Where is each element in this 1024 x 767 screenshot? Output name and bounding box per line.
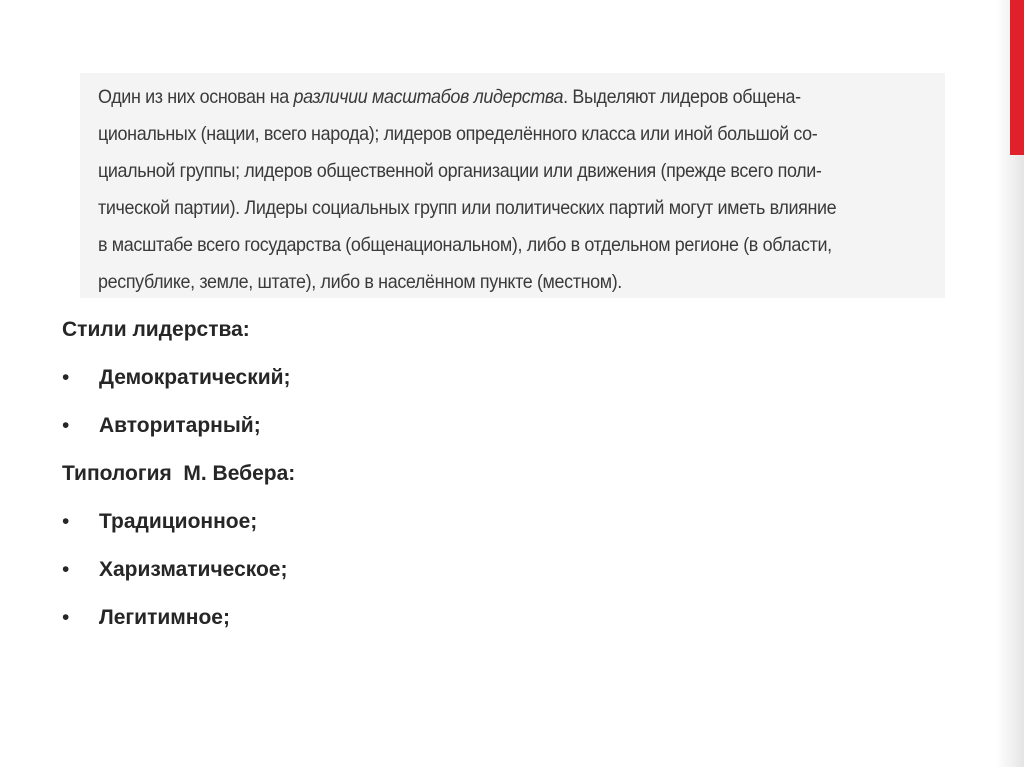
list-item	[62, 414, 762, 462]
scan-line-2: циональных (нации, всего народа); лидеров определённого класса или иной большой со-	[98, 123, 818, 145]
list-item-label: Харизматическое;	[99, 558, 288, 581]
list-item-label: Легитимное;	[99, 606, 230, 629]
scan-line-3: циальной группы; лидеров общественной организации или движения (прежде всего поли-	[98, 160, 822, 182]
list-item	[62, 558, 762, 606]
bullet-icon: •	[62, 414, 70, 437]
red-accent-bar	[1010, 0, 1024, 155]
scan-line-1-emphasis: различии масштабов лидерства	[293, 86, 564, 108]
weber-heading: Типология М. Вебера:	[62, 462, 296, 485]
bullet-icon: •	[62, 366, 70, 389]
list-item	[62, 606, 762, 654]
styles-heading: Стили лидерства:	[62, 318, 250, 341]
bullet-icon: •	[62, 606, 70, 629]
scanned-text-excerpt	[80, 73, 945, 298]
content-lists	[62, 318, 762, 654]
list-item-label: Традиционное;	[99, 510, 258, 533]
scan-line-1	[98, 79, 868, 116]
list-item	[62, 510, 762, 558]
scan-line-1-end: . Выделяют лидеров общена-	[563, 86, 801, 108]
bullet-icon: •	[62, 558, 70, 581]
scan-line-1-start: Один из них основан на	[98, 86, 294, 108]
list-item-label: Авторитарный;	[99, 414, 261, 437]
bullet-icon: •	[62, 510, 70, 533]
scan-line-6: республике, земле, штате), либо в населённом пункте (местном).	[98, 271, 622, 293]
scan-line-4: тической партии). Лидеры социальных групп или политических партий могут иметь влияние	[98, 197, 837, 219]
list-item	[62, 366, 762, 414]
scan-line-5: в масштабе всего государства (общенациональном), либо в отдельном регионе (в области,	[98, 234, 832, 256]
list-item-label: Демократический;	[99, 366, 291, 389]
